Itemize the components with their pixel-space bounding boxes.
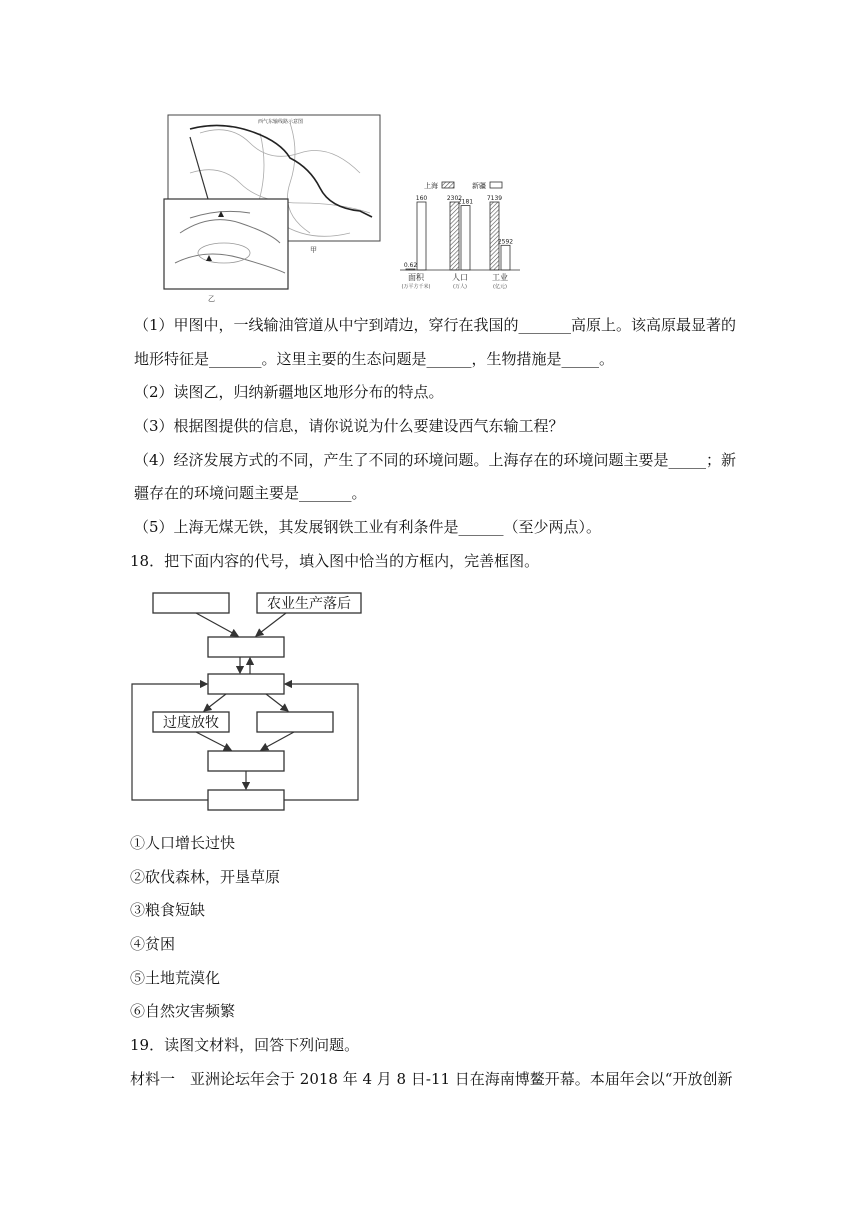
q17-part1-line2: 地形特征是_______。这里主要的生态问题是______，生物措施是_____。 <box>134 350 615 368</box>
q19-stem: 19．读图文材料，回答下列问题。 <box>130 1036 360 1054</box>
q18-option-6: ⑥自然灾害频繁 <box>130 1002 236 1020</box>
legend-label-1: 新疆 <box>472 182 486 190</box>
data-label-新疆-1: 2181 <box>457 198 474 206</box>
q19-material-1: 材料一 亚洲论坛年会于 2018 年 4 月 8 日-11 日在海南博鳌开幕。本届年会以“开放创新 <box>130 1070 733 1088</box>
q18-stem: 18．把下面内容的代号，填入图中恰当的方框内，完善框图。 <box>130 552 540 570</box>
q18-option-2: ②砍伐森林，开垦草原 <box>130 868 281 886</box>
q18-option-5: ⑤土地荒漠化 <box>130 969 221 987</box>
map-jia-title: 西气东输线路示意图 <box>258 119 304 125</box>
category-label-0: 面积 <box>408 273 424 282</box>
q17-part2: （2）读图乙，归纳新疆地区地形分布的特点。 <box>134 383 444 401</box>
q17-part4-line1: （4）经济发展方式的不同，产生了不同的环境问题。上海存在的环境问题主要是_____；新 <box>134 451 737 469</box>
flow-diagram <box>126 586 366 816</box>
bar-上海-2 <box>490 202 499 270</box>
q17-part3: （3）根据图提供的信息，请你说说为什么要建设西气东输工程？ <box>134 417 564 435</box>
data-label-上海-2: 7139 <box>486 195 503 202</box>
flow-box-overgrazing-label: 过度放牧 <box>163 715 219 731</box>
map-jia-label: 甲 <box>310 246 317 254</box>
q18-option-1: ①人口增长过快 <box>130 834 236 852</box>
data-label-新疆-2: 2592 <box>497 238 514 246</box>
category-unit-0: (万平方千米) <box>401 284 431 290</box>
q17-part4-line2: 疆存在的环境问题主要是_______。 <box>134 484 367 502</box>
bar-新疆-1 <box>461 206 470 270</box>
legend-swatch-0 <box>442 182 454 188</box>
category-label-1: 人口 <box>452 273 468 282</box>
data-label-上海-0: 0.62 <box>403 262 418 269</box>
map-figure <box>160 113 390 303</box>
comparison-bar-chart <box>392 176 532 296</box>
bar-新疆-0 <box>417 202 426 270</box>
bar-新疆-2 <box>501 245 510 270</box>
q18-option-3: ③粮食短缺 <box>130 901 206 919</box>
map-yi-label: 乙 <box>208 295 215 303</box>
data-label-新疆-0: 160 <box>415 195 428 202</box>
bar-上海-1 <box>450 202 459 270</box>
flow-box-agriculture-label: 农业生产落后 <box>267 596 351 612</box>
flow-box-3 <box>208 674 284 694</box>
q17-part1-line1: （1）甲图中，一线输油管道从中宁到靖边，穿行在我国的_______高原上。该高原最显著的 <box>134 316 737 334</box>
flow-box-top-left <box>153 593 229 613</box>
category-label-2: 工业 <box>492 273 508 282</box>
flow-box-bottom <box>208 790 284 810</box>
legend-label-0: 上海 <box>424 182 438 190</box>
category-unit-1: (万人) <box>453 284 467 290</box>
legend-swatch-1 <box>490 182 502 188</box>
category-unit-2: (亿元) <box>493 284 507 290</box>
flow-box-5 <box>208 751 284 771</box>
flow-box-2 <box>208 637 284 657</box>
q18-option-4: ④贫困 <box>130 935 176 953</box>
flow-box-right <box>257 712 333 732</box>
q17-part5: （5）上海无煤无铁，其发展钢铁工业有利条件是______（至少两点）。 <box>134 518 602 536</box>
data-label-上海-1: 2302 <box>446 195 463 202</box>
